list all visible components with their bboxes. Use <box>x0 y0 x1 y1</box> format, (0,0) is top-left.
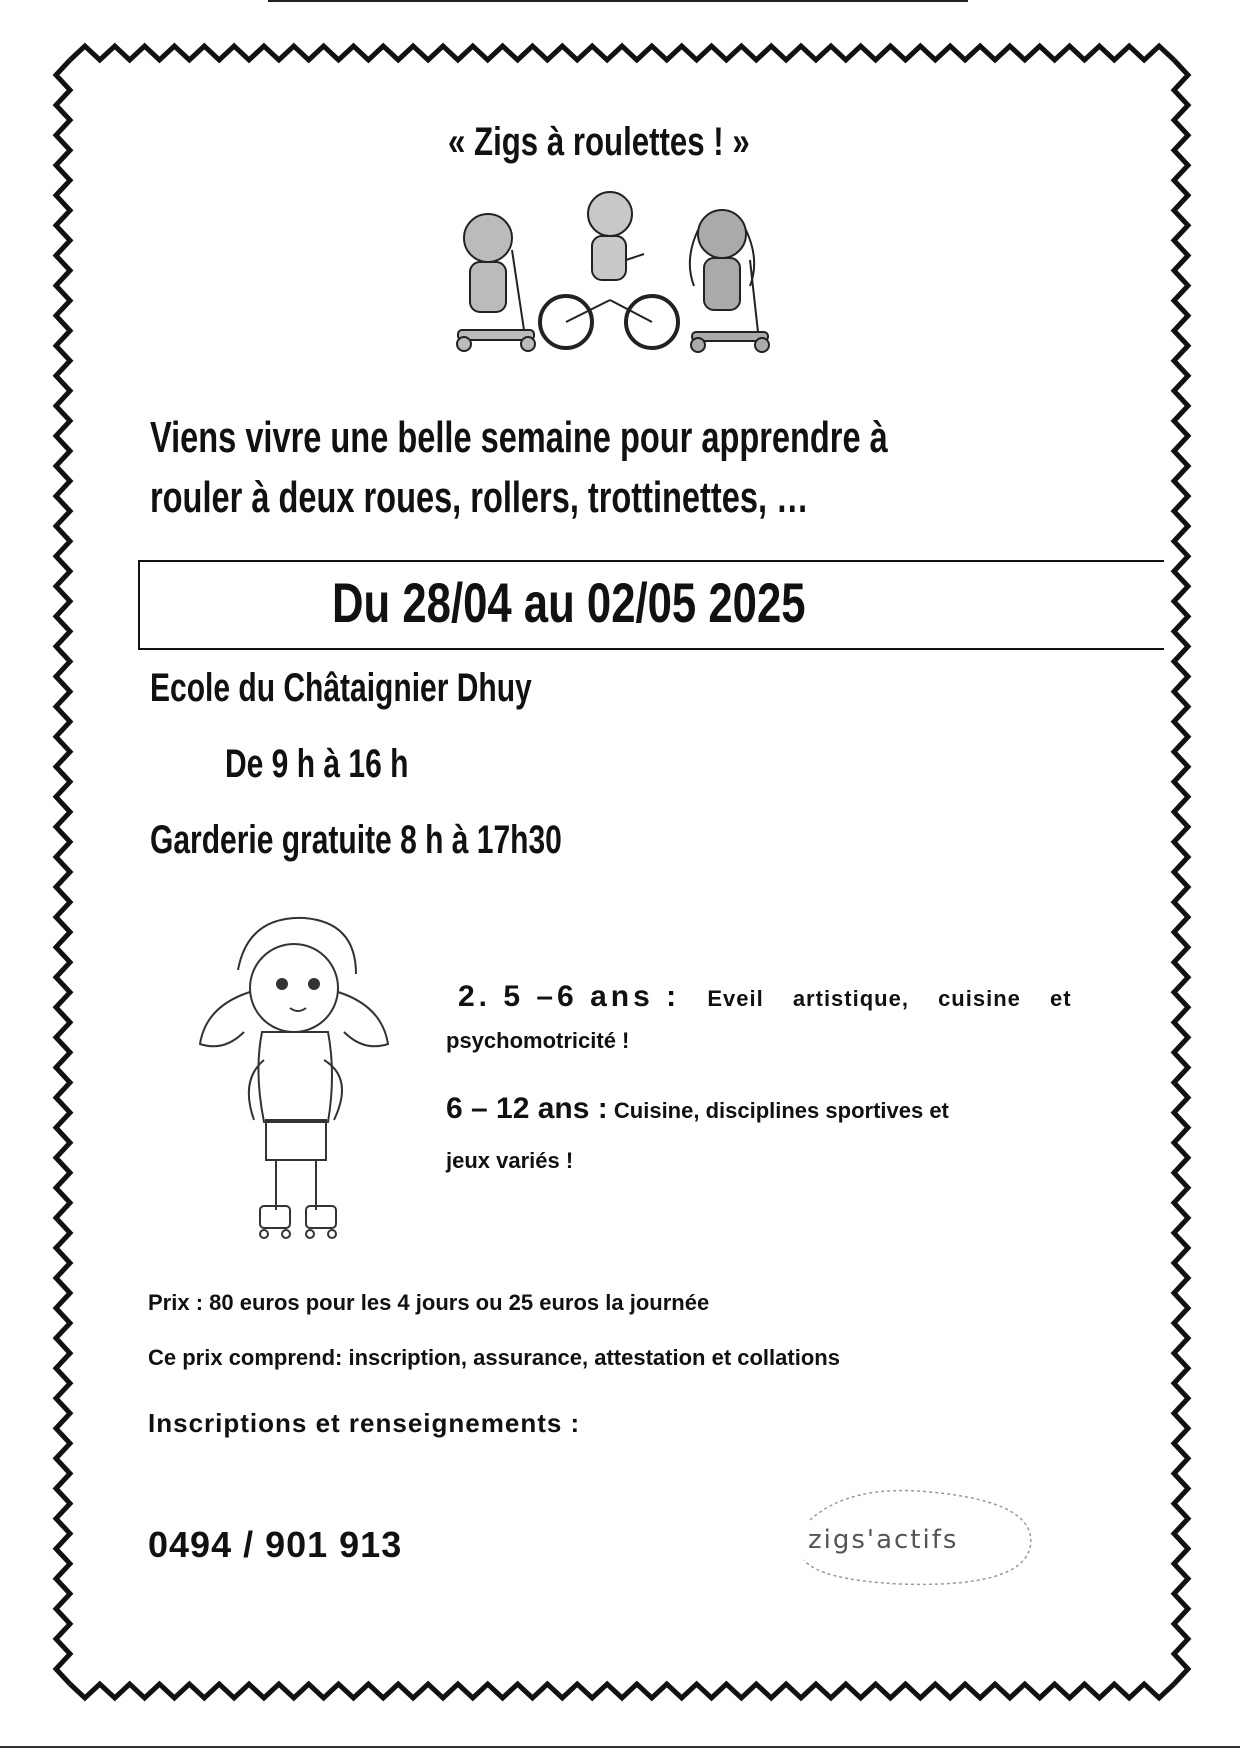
logo-text: zigs'actifs <box>808 1525 959 1555</box>
age-group-2-ages: 6 – 12 ans : <box>446 1092 608 1125</box>
event-hours: De 9 h à 16 h <box>225 742 409 786</box>
event-dates: Du 28/04 au 02/05 2025 <box>332 571 806 634</box>
headline-line-1: Viens vivre une belle semaine pour apprendre à <box>150 413 888 462</box>
flyer-title: « Zigs à roulettes ! » <box>448 120 750 164</box>
girl-rollerskates-illustration <box>190 910 390 1255</box>
daycare-info: Garderie gratuite 8 h à 17h30 <box>150 818 562 862</box>
price-includes: Ce prix comprend: inscription, assurance, attestation et collations <box>148 1345 840 1370</box>
age-group-2 <box>446 1092 949 1126</box>
zigzag-border-edge <box>1174 60 1188 1684</box>
phone-number: 0494 / 901 913 <box>148 1524 403 1565</box>
event-location: Ecole du Châtaignier Dhuy <box>150 666 532 710</box>
registration-heading: Inscriptions et renseignements : <box>148 1408 581 1438</box>
age-group-1 <box>458 980 1072 1014</box>
zigzag-border-edge <box>70 46 1174 60</box>
age-group-2-description-cont: jeux variés ! <box>446 1148 574 1173</box>
scan-edge-top <box>268 0 968 2</box>
age-group-1-ages: 2. 5 –6 ans : <box>458 980 681 1013</box>
zigs-actifs-logo <box>780 1480 1060 1595</box>
scan-edge-bottom <box>0 1746 1240 1748</box>
age-group-2-description: Cuisine, disciplines sportives et <box>613 1098 949 1123</box>
price-info: Prix : 80 euros pour les 4 jours ou 25 euros la journée <box>148 1290 710 1315</box>
kids-scooter-bike-illustration <box>440 190 780 395</box>
headline-line-2: rouler à deux roues, rollers, trottinettes, … <box>150 473 809 522</box>
age-group-1-description: Eveil artistique, cuisine et <box>707 986 1072 1011</box>
headline <box>150 408 888 528</box>
zigzag-border-edge <box>56 60 70 1684</box>
zigzag-border-edge <box>70 1684 1174 1698</box>
age-group-1-description-cont: psychomotricité ! <box>446 1028 630 1053</box>
